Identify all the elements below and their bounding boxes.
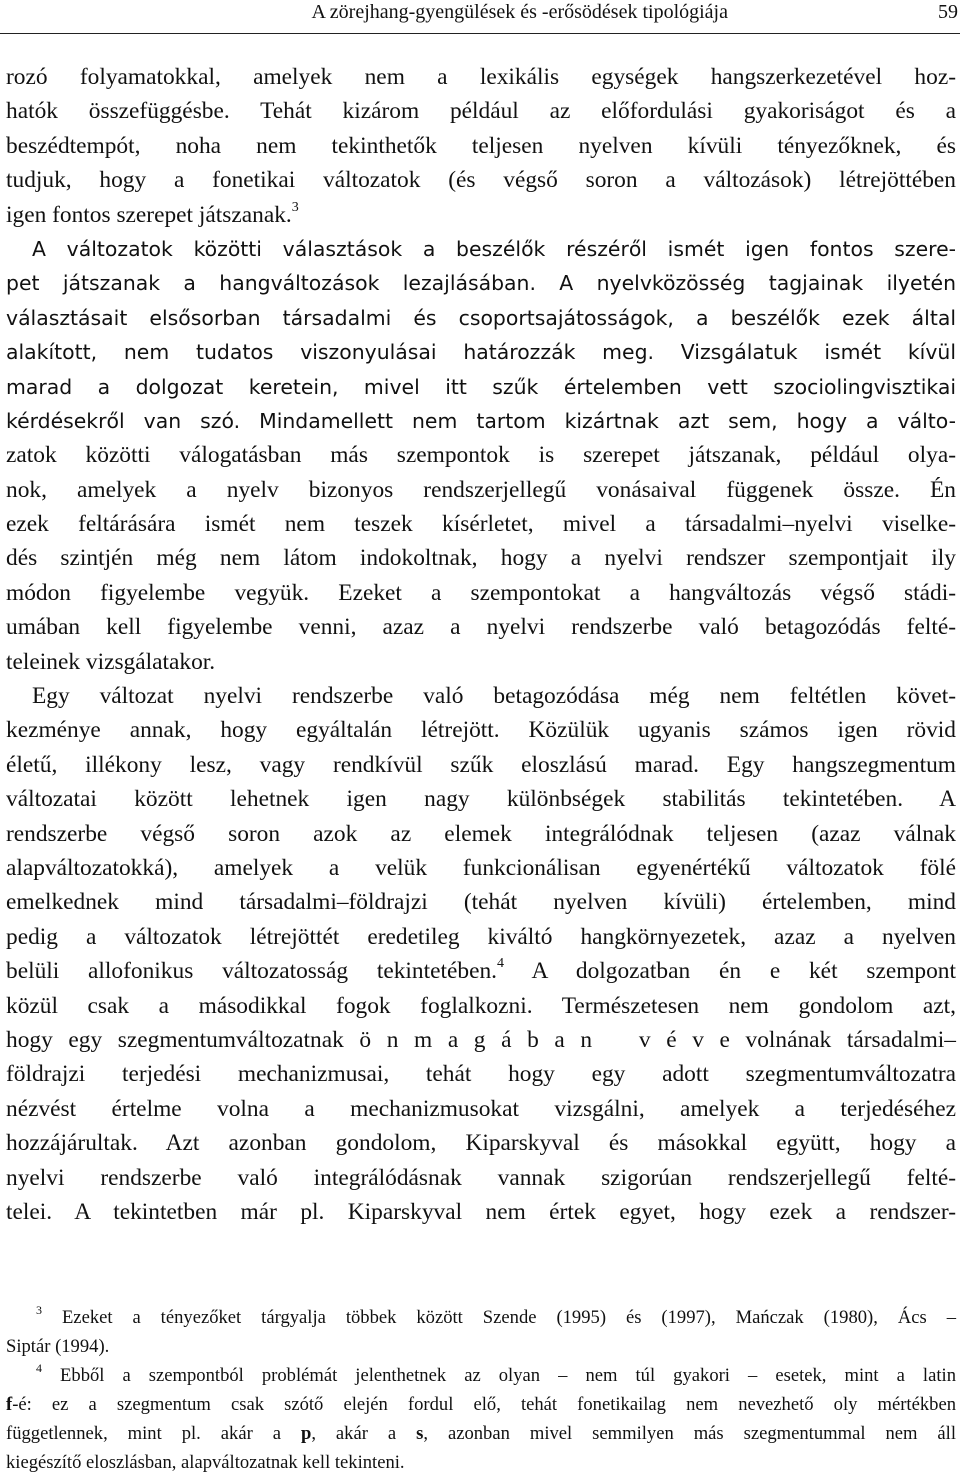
text-line: tudjuk, hogy a fonetikai változatok (és végső soron a változások) létrejöttében: [6, 167, 956, 194]
text-line: kezménye annak, hogy egyáltalán létrejött. Közülük ugyanis számos igen rövid: [6, 717, 956, 744]
text-line: életű, illékony lesz, vagy rendkívül szűk eloszlású marad. Egy hangszegmentum: [6, 751, 956, 778]
footnote-4-cont: [6, 1419, 956, 1448]
text-line: pet játszanak a hangváltozások lezajlásában. A nyelvközösség tagjainak ilyetén: [6, 271, 956, 296]
text-span: igen fontos szerepet játszanak.: [6, 201, 292, 228]
text-line: változatai között lehetnek igen nagy különbségek stabilitás tekintetében. A: [6, 786, 956, 813]
bold-letter: p: [300, 1423, 312, 1444]
footnote-text: -é: ez a szegmentum csak szótő elején fordul elő, tehát fonetikailag nem nevezhető oly mértékben: [12, 1394, 956, 1415]
footnote-4-cont: [6, 1390, 956, 1419]
footnote-ref-3: 3: [291, 199, 299, 215]
text-span: volnának társadalmi–: [729, 1026, 956, 1053]
text-span: A dolgozatban én e két szempont: [504, 958, 956, 985]
text-line: alakított, nem tudatos viszonyulásai határozzák meg. Vizsgálatuk ismét kívül: [6, 340, 956, 365]
footnote-ref-4: 4: [497, 956, 505, 972]
text-line: zatok közötti válogatásban más szempontok is szerepet játszanak, például olya-: [6, 442, 956, 469]
text-line: [6, 1023, 956, 1057]
text-span: hogy egy szegmentumváltozatnak: [6, 1026, 344, 1053]
text-line: rendszerbe végső soron azok az elemek integrálódnak teljesen (azaz válnak: [6, 820, 956, 847]
footnote-text: Ezeket a tényezőket tárgyalja többek között Szende (1995) és (1997), Mańczak (1980), Ács –: [61, 1307, 956, 1328]
footnote-3-cont: Siptár (1994).: [6, 1336, 110, 1357]
text-line: nézvést értelme volna a mechanizmusokat vizsgálni, amelyek a terjedéséhez: [6, 1095, 956, 1122]
bold-letter: s: [416, 1423, 424, 1444]
text-line: hatók összefüggésbe. Tehát kizárom például az előfordulási gyakoriságot és a: [6, 98, 956, 125]
text-line: emelkednek mind társadalmi–földrajzi (tehát nyelven kívüli) értelemben, mind: [6, 889, 956, 916]
footnotes: [6, 1303, 956, 1477]
spaced-emphasis: ö n m a g á b a n v é v e: [359, 1026, 730, 1053]
text-line: [6, 954, 956, 988]
text-line: közül csak a másodikkal fogok foglalkozni. Természetesen nem gondolom azt,: [6, 992, 956, 1019]
text-line: telei. A tekintetben már pl. Kiparskyval nem értek egyet, hogy ezek a rendszer-: [6, 1198, 956, 1225]
footnote-text: , akár a: [311, 1423, 417, 1444]
text-line: választásait elsősorban társadalmi és csoportsajátosságok, a beszélők ezek által: [6, 305, 956, 330]
text-line: ezek feltárására ismét nem teszek kísérletet, mivel a társadalmi–nyelvi viselke-: [6, 511, 956, 538]
text-line: módon figyelembe vegyük. Ezeket a szempontokat a hangváltozás végső stádi-: [6, 579, 956, 606]
text-line: A változatok közötti választások a beszélők részéről ismét igen fontos szere-: [32, 236, 956, 261]
main-text: [6, 60, 956, 1229]
text-line: dés szintjén még nem látom indokoltnak, hogy a nyelvi rendszer szempontjait ily: [6, 545, 956, 572]
text-line: Egy változat nyelvi rendszerbe való betagozódása még nem feltétlen követ-: [32, 683, 956, 710]
footnote-number: 4: [36, 1360, 42, 1375]
text-line: nok, amelyek a nyelv bizonyos rendszerjellegű vonásaival függenek össze. Én: [6, 476, 956, 503]
text-span: belüli allofonikus változatosság tekintetében.: [6, 958, 498, 985]
text-line: [6, 198, 956, 232]
text-line: nyelvi rendszerbe való integrálódásnak vannak szigorúan rendszerjellegű felté-: [6, 1164, 956, 1191]
footnote-3: [6, 1303, 956, 1332]
footnote-text: Ebből a szempontból problémát jelenthetnek az olyan – nem túl gyakori – esetek, mint a latin: [60, 1365, 956, 1386]
bold-letter: f: [6, 1394, 13, 1415]
text-line: umában kell figyelembe venni, azaz a nyelvi rendszerbe való betagozódás felté-: [6, 614, 956, 641]
text-line: rozó folyamatokkal, amelyek nem a lexikális egységek hangszerkezetével hoz-: [6, 64, 956, 90]
text-line: földrajzi terjedési mechanizmusai, tehát hogy egy adott szegmentumváltozatra: [6, 1061, 956, 1088]
text-line: marad a dolgozat keretein, mivel itt szűk értelemben vett szociolingvisztikai: [6, 374, 956, 399]
footnote-number: 3: [36, 1302, 42, 1317]
text-line: teleinek vizsgálatakor.: [6, 648, 216, 675]
footnote-4: [6, 1361, 956, 1390]
footnote-text: , azonban mivel semmilyen más szegmentummal nem áll: [423, 1423, 957, 1444]
text-line: pedig a változatok létrejöttét eredetileg kiváltó hangkörnyezetek, azaz a nyelven: [6, 923, 956, 950]
running-header: [0, 0, 960, 34]
page-number: 59: [938, 1, 958, 23]
text-line: alapváltozatokká), amelyek a velük funkcionálisan egyenértékű változatok fölé: [6, 854, 956, 881]
text-line: hozzájárultak. Azt azonban gondolom, Kiparskyval és másokkal együtt, hogy a: [6, 1130, 956, 1157]
text-line: beszédtempót, noha nem tekinthetők teljesen nyelven kívüli tényezőknek, és: [6, 132, 956, 159]
footnote-text: függetlennek, mint pl. akár a: [6, 1423, 301, 1444]
footnote-4-cont: kiegészítő eloszlásban, alapváltozatnak kell tekinteni.: [6, 1452, 405, 1473]
text-line: kérdésekről van szó. Mindamellett nem tartom kizártnak azt sem, hogy a válto-: [6, 408, 956, 433]
running-title: A zörejhang-gyengülések és -erősödések tipológiája: [311, 1, 728, 23]
